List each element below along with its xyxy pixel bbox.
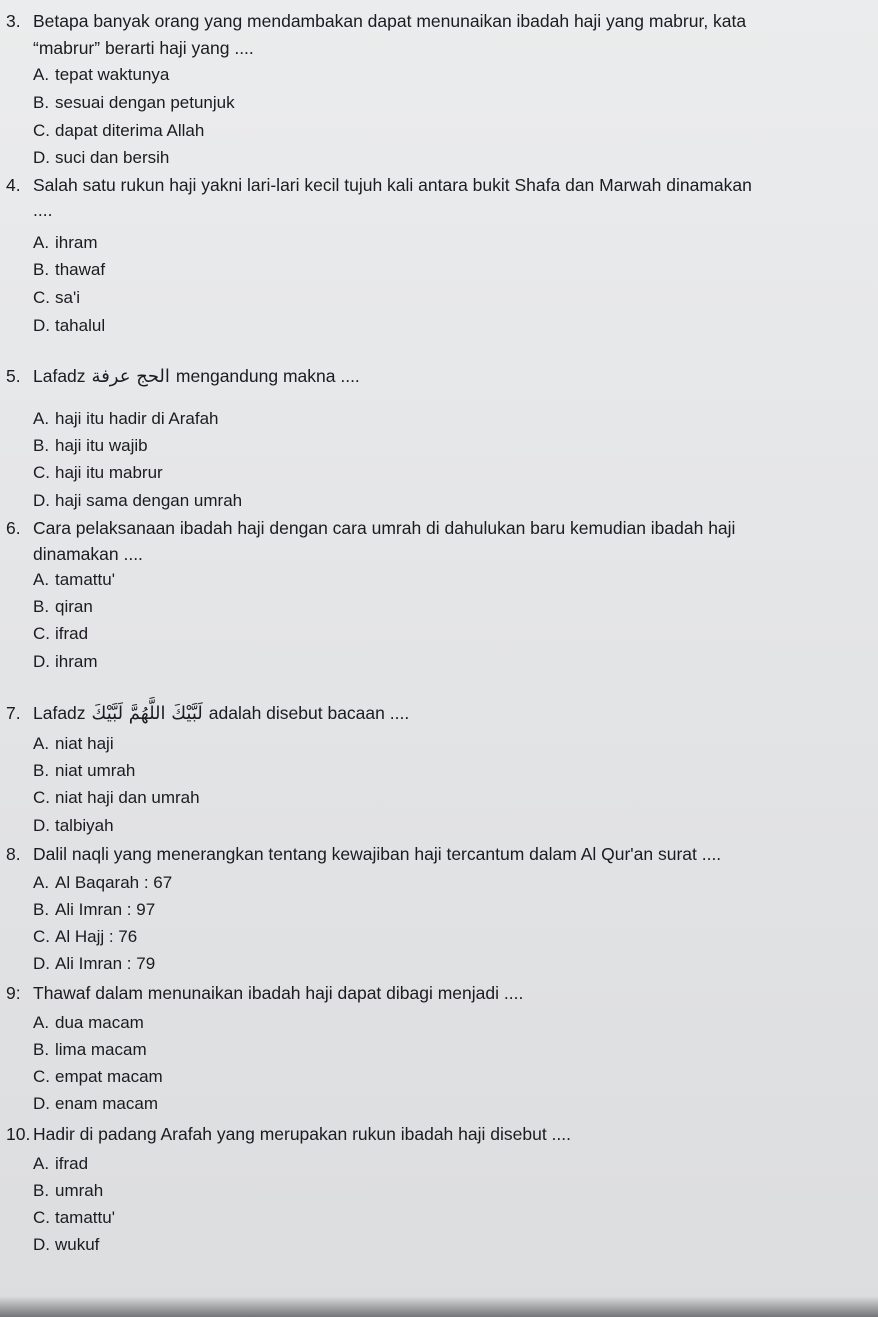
option-text: sa'i bbox=[55, 288, 80, 307]
option-b[interactable]: B. qiran bbox=[33, 597, 93, 616]
option-text: ihram bbox=[55, 652, 98, 671]
option-b[interactable]: B. umrah bbox=[33, 1181, 104, 1200]
arabic-phrase: لَبَّيْكَ اللَّهُمَّ لَبَّيْكَ bbox=[91, 703, 203, 725]
question-text-line-1: Salah satu rukun haji yakni lari-lari kecil tujuh kali antara bukit Shafa dan Marwah dinamakan bbox=[33, 175, 752, 195]
option-a[interactable]: A. Al Baqarah : 67 bbox=[33, 873, 173, 892]
option-c[interactable]: C. ifrad bbox=[33, 624, 89, 643]
question-stem bbox=[6, 10, 746, 32]
question-lead: Lafadz bbox=[33, 703, 86, 723]
question-text-line-1: Hadir di padang Arafah yang merupakan rukun ibadah haji disebut .... bbox=[33, 1124, 571, 1144]
question-trail: adalah disebut bacaan .... bbox=[208, 703, 410, 723]
option-a[interactable]: A. ifrad bbox=[33, 1154, 89, 1173]
question-number: 5. bbox=[6, 366, 21, 386]
option-text: empat macam bbox=[55, 1067, 163, 1086]
option-text: tamattu' bbox=[55, 1208, 115, 1227]
question-text-line-1: Cara pelaksanaan ibadah haji dengan cara umrah di dahulukan baru kemudian ibadah haji bbox=[33, 518, 736, 538]
option-text: sesuai dengan petunjuk bbox=[55, 93, 235, 112]
option-c[interactable]: C. empat macam bbox=[33, 1067, 163, 1086]
option-a[interactable]: A. niat haji bbox=[33, 734, 114, 753]
option-text: tepat waktunya bbox=[55, 65, 170, 84]
arabic-phrase: الحج عرفة bbox=[91, 366, 170, 388]
option-text: haji sama dengan umrah bbox=[55, 491, 243, 510]
option-text: tahalul bbox=[55, 316, 106, 335]
question-stem bbox=[6, 1123, 571, 1145]
option-text: Al Hajj : 76 bbox=[55, 927, 138, 946]
option-d[interactable]: D. wukuf bbox=[33, 1235, 100, 1254]
option-text: ifrad bbox=[55, 1154, 89, 1173]
option-text: niat haji bbox=[55, 734, 114, 753]
option-a[interactable]: A. tamattu' bbox=[33, 570, 115, 589]
question-number: 10. bbox=[6, 1124, 31, 1144]
option-d[interactable]: D. tahalul bbox=[33, 316, 106, 335]
option-d[interactable]: D. enam macam bbox=[33, 1094, 158, 1113]
option-b[interactable]: B. lima macam bbox=[33, 1040, 147, 1059]
option-text: dapat diterima Allah bbox=[55, 121, 205, 140]
option-c[interactable]: C. niat haji dan umrah bbox=[33, 788, 200, 807]
question-number: 8. bbox=[6, 844, 21, 864]
option-text: niat haji dan umrah bbox=[55, 788, 200, 807]
question-text-line-1: Betapa banyak orang yang mendambakan dapat menunaikan ibadah haji yang mabrur, kata bbox=[33, 11, 747, 31]
option-text: lima macam bbox=[55, 1040, 147, 1059]
option-b[interactable]: B. haji itu wajib bbox=[33, 436, 148, 455]
question-text-line-1: Dalil naqli yang menerangkan tentang kewajiban haji tercantum dalam Al Qur'an surat .... bbox=[33, 844, 722, 864]
question-stem bbox=[6, 982, 523, 1004]
option-text: wukuf bbox=[55, 1235, 100, 1254]
option-text: Ali Imran : 97 bbox=[55, 900, 156, 919]
option-text: umrah bbox=[55, 1181, 104, 1200]
option-b[interactable]: B. sesuai dengan petunjuk bbox=[33, 93, 235, 112]
option-text: qiran bbox=[55, 597, 93, 616]
option-text: Ali Imran : 79 bbox=[55, 954, 156, 973]
option-text: haji itu mabrur bbox=[55, 463, 163, 482]
question-text-line-2: dinamakan .... bbox=[33, 544, 143, 564]
question-stem bbox=[6, 174, 752, 196]
question-text-line-1: Thawaf dalam menunaikan ibadah haji dapat dibagi menjadi .... bbox=[33, 983, 524, 1003]
option-c[interactable]: C. Al Hajj : 76 bbox=[33, 927, 138, 946]
option-text: haji itu hadir di Arafah bbox=[55, 409, 219, 428]
question-lead: Lafadz bbox=[33, 366, 86, 386]
question-text-line-2: “mabrur” berarti haji yang .... bbox=[33, 38, 254, 58]
question-stem bbox=[6, 843, 721, 865]
question-text-line-2: .... bbox=[33, 200, 53, 220]
option-text: suci dan bersih bbox=[55, 148, 170, 167]
option-d[interactable]: D. ihram bbox=[33, 652, 98, 671]
question-number: 3. bbox=[6, 11, 21, 31]
question-number: 7. bbox=[6, 703, 21, 723]
option-b[interactable]: B. Ali Imran : 97 bbox=[33, 900, 156, 919]
question-number: 6. bbox=[6, 518, 21, 538]
question-stem bbox=[6, 517, 735, 539]
option-text: thawaf bbox=[55, 260, 106, 279]
option-a[interactable]: A. haji itu hadir di Arafah bbox=[33, 409, 219, 428]
option-c[interactable]: C. dapat diterima Allah bbox=[33, 121, 205, 140]
option-c[interactable]: C. tamattu' bbox=[33, 1208, 115, 1227]
question-number: 9: bbox=[6, 983, 21, 1003]
question-trail: mengandung makna .... bbox=[175, 366, 360, 386]
option-text: tamattu' bbox=[55, 570, 115, 589]
option-a[interactable]: A. ihram bbox=[33, 233, 98, 252]
option-a[interactable]: A. tepat waktunya bbox=[33, 65, 170, 84]
option-text: enam macam bbox=[55, 1094, 158, 1113]
option-d[interactable]: D. suci dan bersih bbox=[33, 148, 170, 167]
option-c[interactable]: C. haji itu mabrur bbox=[33, 463, 163, 482]
option-text: talbiyah bbox=[55, 816, 114, 835]
option-text: Al Baqarah : 67 bbox=[55, 873, 173, 892]
option-b[interactable]: B. niat umrah bbox=[33, 761, 136, 780]
option-text: ihram bbox=[55, 233, 98, 252]
paper-bottom-shadow bbox=[0, 1296, 878, 1317]
option-d[interactable]: D. haji sama dengan umrah bbox=[33, 491, 243, 510]
question-stem bbox=[6, 365, 360, 388]
option-c[interactable]: C. sa'i bbox=[33, 288, 80, 307]
option-text: dua macam bbox=[55, 1013, 144, 1032]
question-number: 4. bbox=[6, 175, 21, 195]
option-d[interactable]: D. talbiyah bbox=[33, 816, 114, 835]
option-text: haji itu wajib bbox=[55, 436, 148, 455]
option-d[interactable]: D. Ali Imran : 79 bbox=[33, 954, 156, 973]
option-text: niat umrah bbox=[55, 761, 136, 780]
question-stem bbox=[6, 702, 409, 725]
option-text: ifrad bbox=[55, 624, 89, 643]
option-a[interactable]: A. dua macam bbox=[33, 1013, 144, 1032]
option-b[interactable]: B. thawaf bbox=[33, 260, 106, 279]
